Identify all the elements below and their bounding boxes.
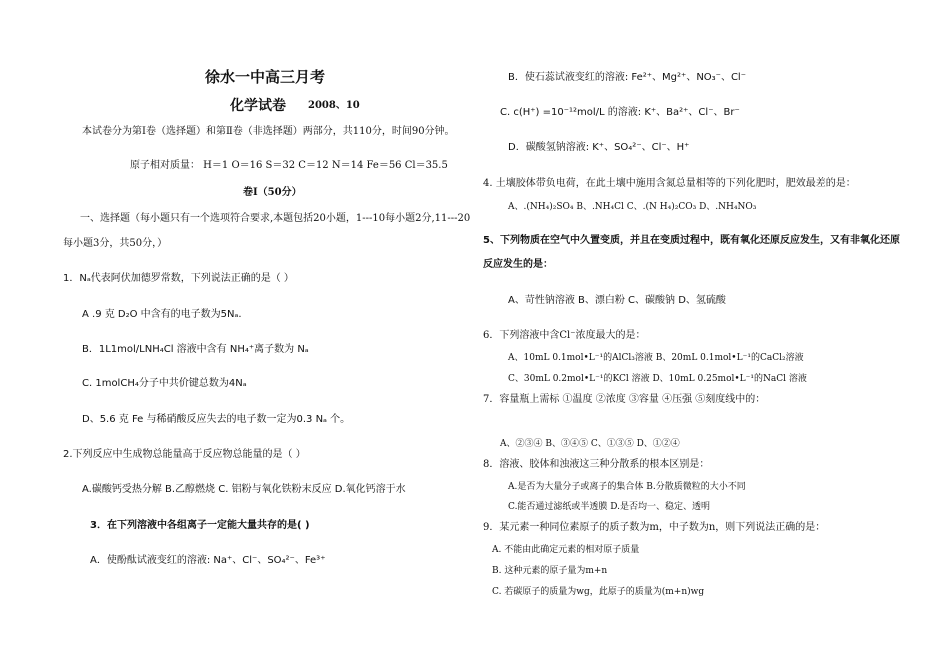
section-heading: 卷Ⅰ（50分） (243, 187, 302, 198)
question-5-options: A、苛性钠溶液 B、漂白粉 C、碳酸钠 D、氢硫酸 (508, 295, 726, 306)
instructions-line-1: 一、选择题（每小题只有一个选项符合要求,本题包括20小题，1---10每小题2分,11---20 (80, 213, 471, 224)
question-1-option-a: A .9 克 D₂O 中含有的电子数为5Nₐ. (82, 309, 242, 320)
question-3-option-c: C. c(H⁺) =10⁻¹²mol/L 的溶液: K⁺、Ba²⁺、Cl⁻、Br⁻ (500, 107, 740, 118)
instructions-line-2: 每小题3分，共50分，） (63, 238, 168, 249)
question-4-options: A、.(NH₄)₂SO₄ B、.NH₄Cl C、.(N H₄)₂CO₃ D、.NH₄NO₃ (508, 202, 757, 212)
question-6: 6．下列溶液中含Cl⁻浓度最大的是： (483, 330, 646, 341)
question-3: 3．在下列溶液中各组离子一定能大量共存的是( ) (90, 520, 310, 531)
question-1: 1．Nₐ代表阿伏加德罗常数，下列说法正确的是（ ） (63, 273, 294, 284)
question-3-option-a: A．使酚酞试液变红的溶液: Na⁺、Cl⁻、SO₄²⁻、Fe³⁺ (90, 555, 326, 566)
question-8-options-cd: C.能否通过滤纸或半透膜 D.是否均一、稳定、透明 (508, 502, 711, 512)
question-1-option-b: B．1L1mol/LNH₄Cl 溶液中含有 NH₄⁺离子数为 Nₐ (82, 344, 309, 355)
question-6-options-cd: C、30mL 0.2mol•L⁻¹的KCl 溶液 D、10mL 0.25mol•L⁻¹的NaCl 溶液 (508, 374, 807, 384)
exam-date: 2008、10 (308, 100, 360, 111)
question-7: 7．容量瓶上需标 ①温度 ②浓度 ③容量 ④压强 ⑤刻度线中的： (483, 394, 766, 405)
question-6-options-ab: A、10mL 0.1mol•L⁻¹的AlCl₃溶液 B、20mL 0.1mol•L⁻¹的CaCl₂溶液 (508, 353, 804, 363)
question-9-option-c: C. 若碳原子的质量为wg，此原子的质量为(m+n)wg (492, 587, 705, 597)
question-2-options: A.碳酸钙受热分解 B.乙醇燃烧 C. 铝粉与氧化铁粉末反应 D.氧化钙溶于水 (82, 484, 406, 495)
question-9: 9．某元素一种同位素原子的质子数为m，中子数为n，则下列说法正确的是： (483, 522, 826, 533)
question-8: 8．溶液、胶体和浊液这三种分散系的根本区别是： (483, 459, 710, 470)
question-1-option-d: D、5.6 克 Fe 与稀硝酸反应失去的电子数一定为0.3 Nₐ 个。 (82, 414, 351, 425)
exam-subtitle: 化学试卷 (230, 98, 286, 114)
question-3-option-d: D．碳酸氢钠溶液: K⁺、SO₄²⁻、Cl⁻、H⁺ (508, 142, 690, 153)
question-1-option-c: C. 1molCH₄分子中共价键总数为4Nₐ (82, 378, 247, 389)
exam-intro: 本试卷分为第Ⅰ卷（选择题）和第Ⅱ卷（非选择题）两部分，共110分，时间90分钟。 (82, 126, 455, 137)
question-7-options: A、②③④ B、③④⑤ C、①③⑤ D、①②④ (500, 439, 680, 449)
question-5-line-2: 反应发生的是： (483, 259, 553, 270)
atomic-mass-line: 原子相对质量： H＝1 O＝16 S＝32 C＝12 N＝14 Fe＝56 Cl＝35.5 (130, 160, 448, 171)
question-5-line-1: 5、下列物质在空气中久置变质，并且在变质过程中，既有氧化还原反应发生，又有非氧化还原 (483, 235, 900, 246)
question-2: 2.下列反应中生成物总能量高于反应物总能量的是（ ） (63, 449, 306, 460)
question-9-option-b: B. 这种元素的原子量为m+n (492, 566, 608, 576)
question-8-options-ab: A.是否为大量分子或离子的集合体 B.分散质微粒的大小不同 (508, 482, 746, 492)
question-4: 4. 土壤胶体带负电荷，在此土壤中施用含氮总量相等的下列化肥时，肥效最差的是： (483, 178, 856, 189)
question-3-option-b: B．使石蕊试液变红的溶液: Fe²⁺、Mg²⁺、NO₃⁻、Cl⁻ (508, 72, 746, 83)
exam-title: 徐水一中高三月考 (205, 68, 326, 86)
question-9-option-a: A. 不能由此确定元素的相对原子质量 (492, 545, 640, 555)
